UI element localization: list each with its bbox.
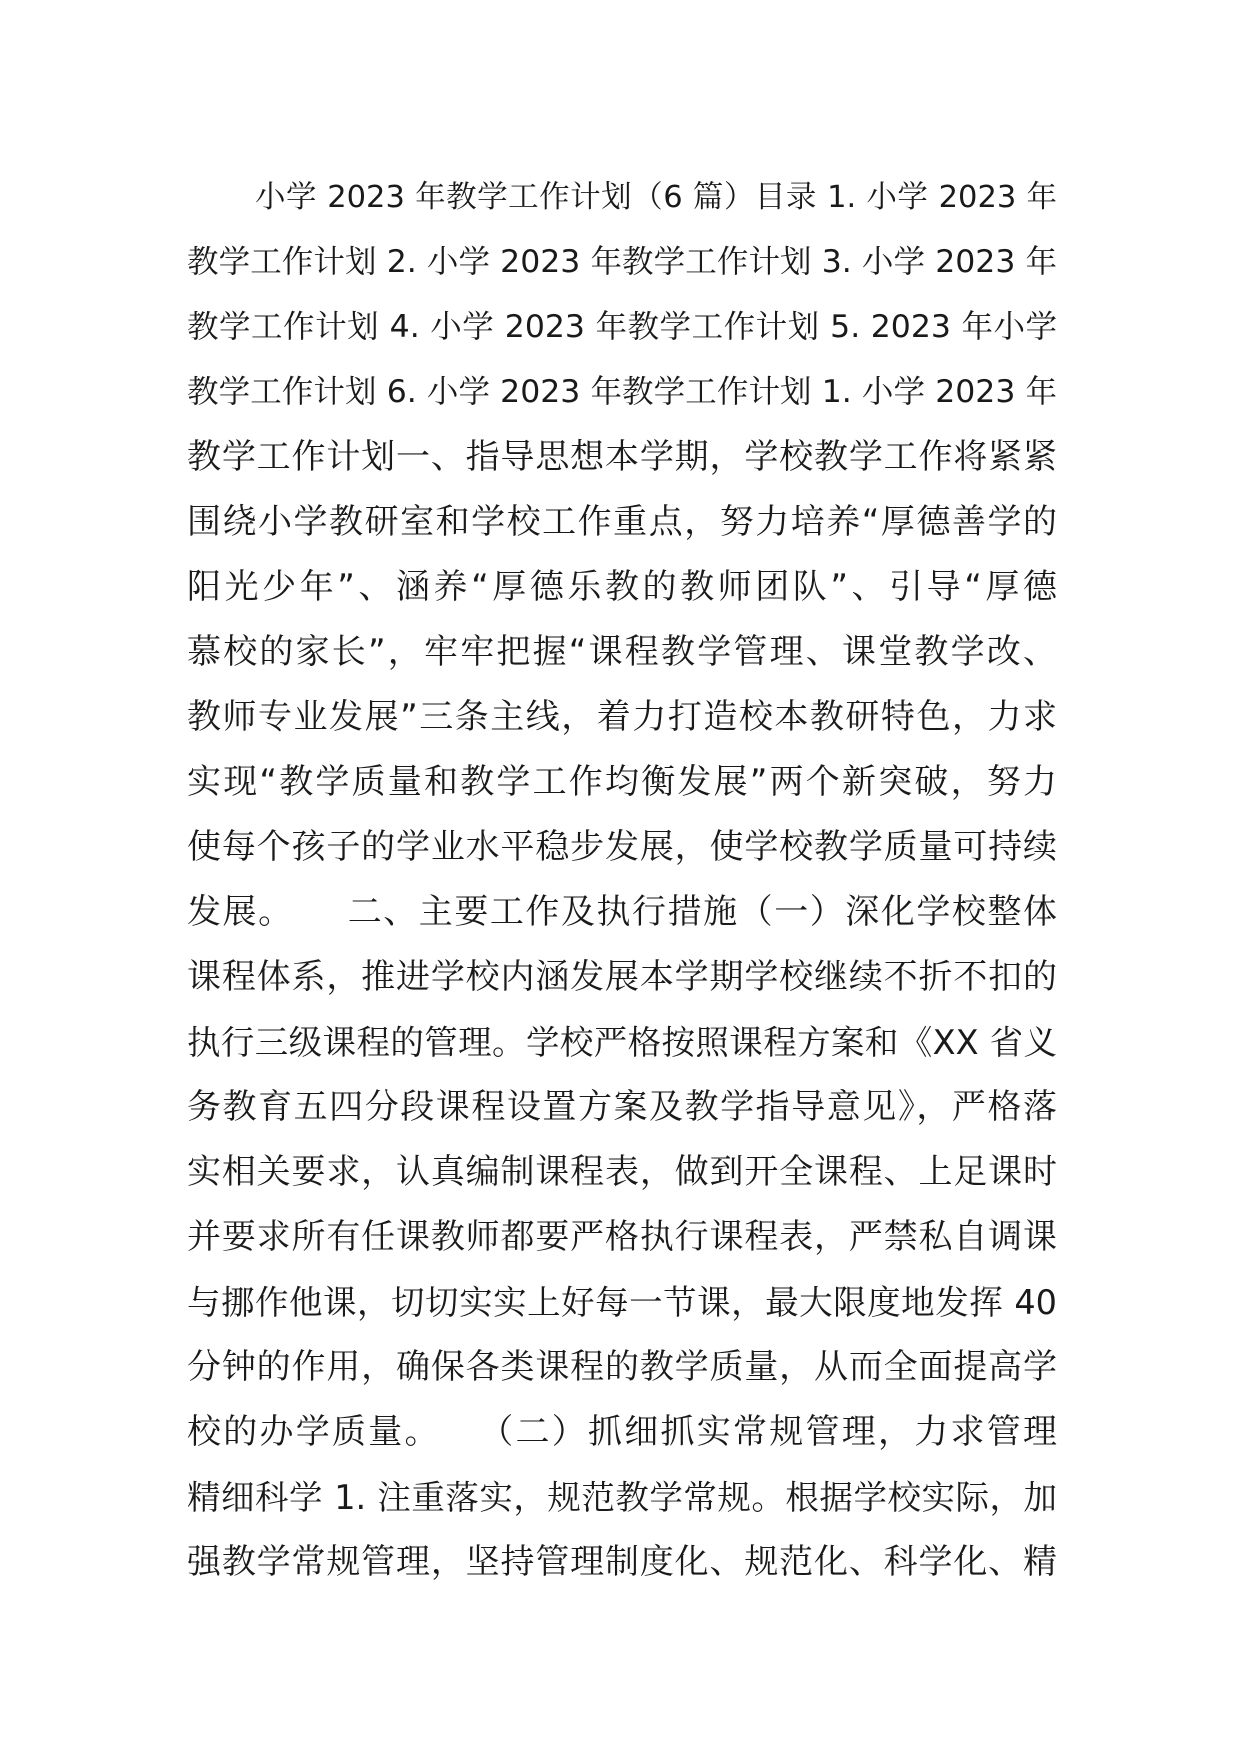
text-line-18: 与挪作他课，切切实实上好每一节课，最大限度地发挥 40 xyxy=(187,1283,1057,1322)
text-line-8: 慕校的家长”，牢牢把握“课程教学管理、课堂教学改、 xyxy=(187,632,1057,672)
text-line-12: 发展。 二、主要工作及执行措施（一）深化学校整体 xyxy=(187,892,1057,932)
text-line-20: 校的办学质量。 （二）抓细抓实常规管理，力求管理 xyxy=(187,1412,1057,1452)
text-line-22: 强教学常规管理，坚持管理制度化、规范化、科学化、精 xyxy=(187,1542,1057,1582)
text-line-15: 务教育五四分段课程设置方案及教学指导意见》，严格落 xyxy=(187,1087,1057,1127)
text-line-21: 精细科学 1. 注重落实，规范教学常规。根据学校实际，加 xyxy=(187,1478,1057,1517)
text-line-3: 教学工作计划 4. 小学 2023 年教学工作计划 5. 2023 年小学 xyxy=(187,309,1057,345)
text-line-4: 教学工作计划 6. 小学 2023 年教学工作计划 1. 小学 2023 年 xyxy=(187,374,1057,410)
text-line-11: 使每个孩子的学业水平稳步发展，使学校教学质量可持续 xyxy=(187,827,1057,867)
text-line-2: 教学工作计划 2. 小学 2023 年教学工作计划 3. 小学 2023 年 xyxy=(187,244,1057,280)
body-text xyxy=(187,165,1057,1595)
text-line-16: 实相关要求，认真编制课程表，做到开全课程、上足课时 xyxy=(187,1152,1057,1192)
text-line-10: 实现“教学质量和教学工作均衡发展”两个新突破，努力 xyxy=(187,762,1057,802)
text-line-14: 执行三级课程的管理。学校严格按照课程方案和《XX 省义 xyxy=(187,1023,1057,1062)
text-line-9: 教师专业发展”三条主线，着力打造校本教研特色，力求 xyxy=(187,697,1057,737)
text-line-7: 阳光少年”、涵养“厚德乐教的教师团队”、引导“厚德 xyxy=(187,567,1057,607)
text-line-13: 课程体系，推进学校内涵发展本学期学校继续不折不扣的 xyxy=(187,957,1057,997)
text-line-19: 分钟的作用，确保各类课程的教学质量，从而全面提高学 xyxy=(187,1347,1057,1387)
text-line-1: 小学 2023 年教学工作计划（6 篇）目录 1. 小学 2023 年 xyxy=(255,180,1057,215)
text-line-6: 围绕小学教研室和学校工作重点，努力培养“厚德善学的 xyxy=(187,502,1057,542)
text-line-17: 并要求所有任课教师都要严格执行课程表，严禁私自调课 xyxy=(187,1217,1057,1257)
text-line-5: 教学工作计划一、指导思想本学期，学校教学工作将紧紧 xyxy=(187,437,1057,477)
